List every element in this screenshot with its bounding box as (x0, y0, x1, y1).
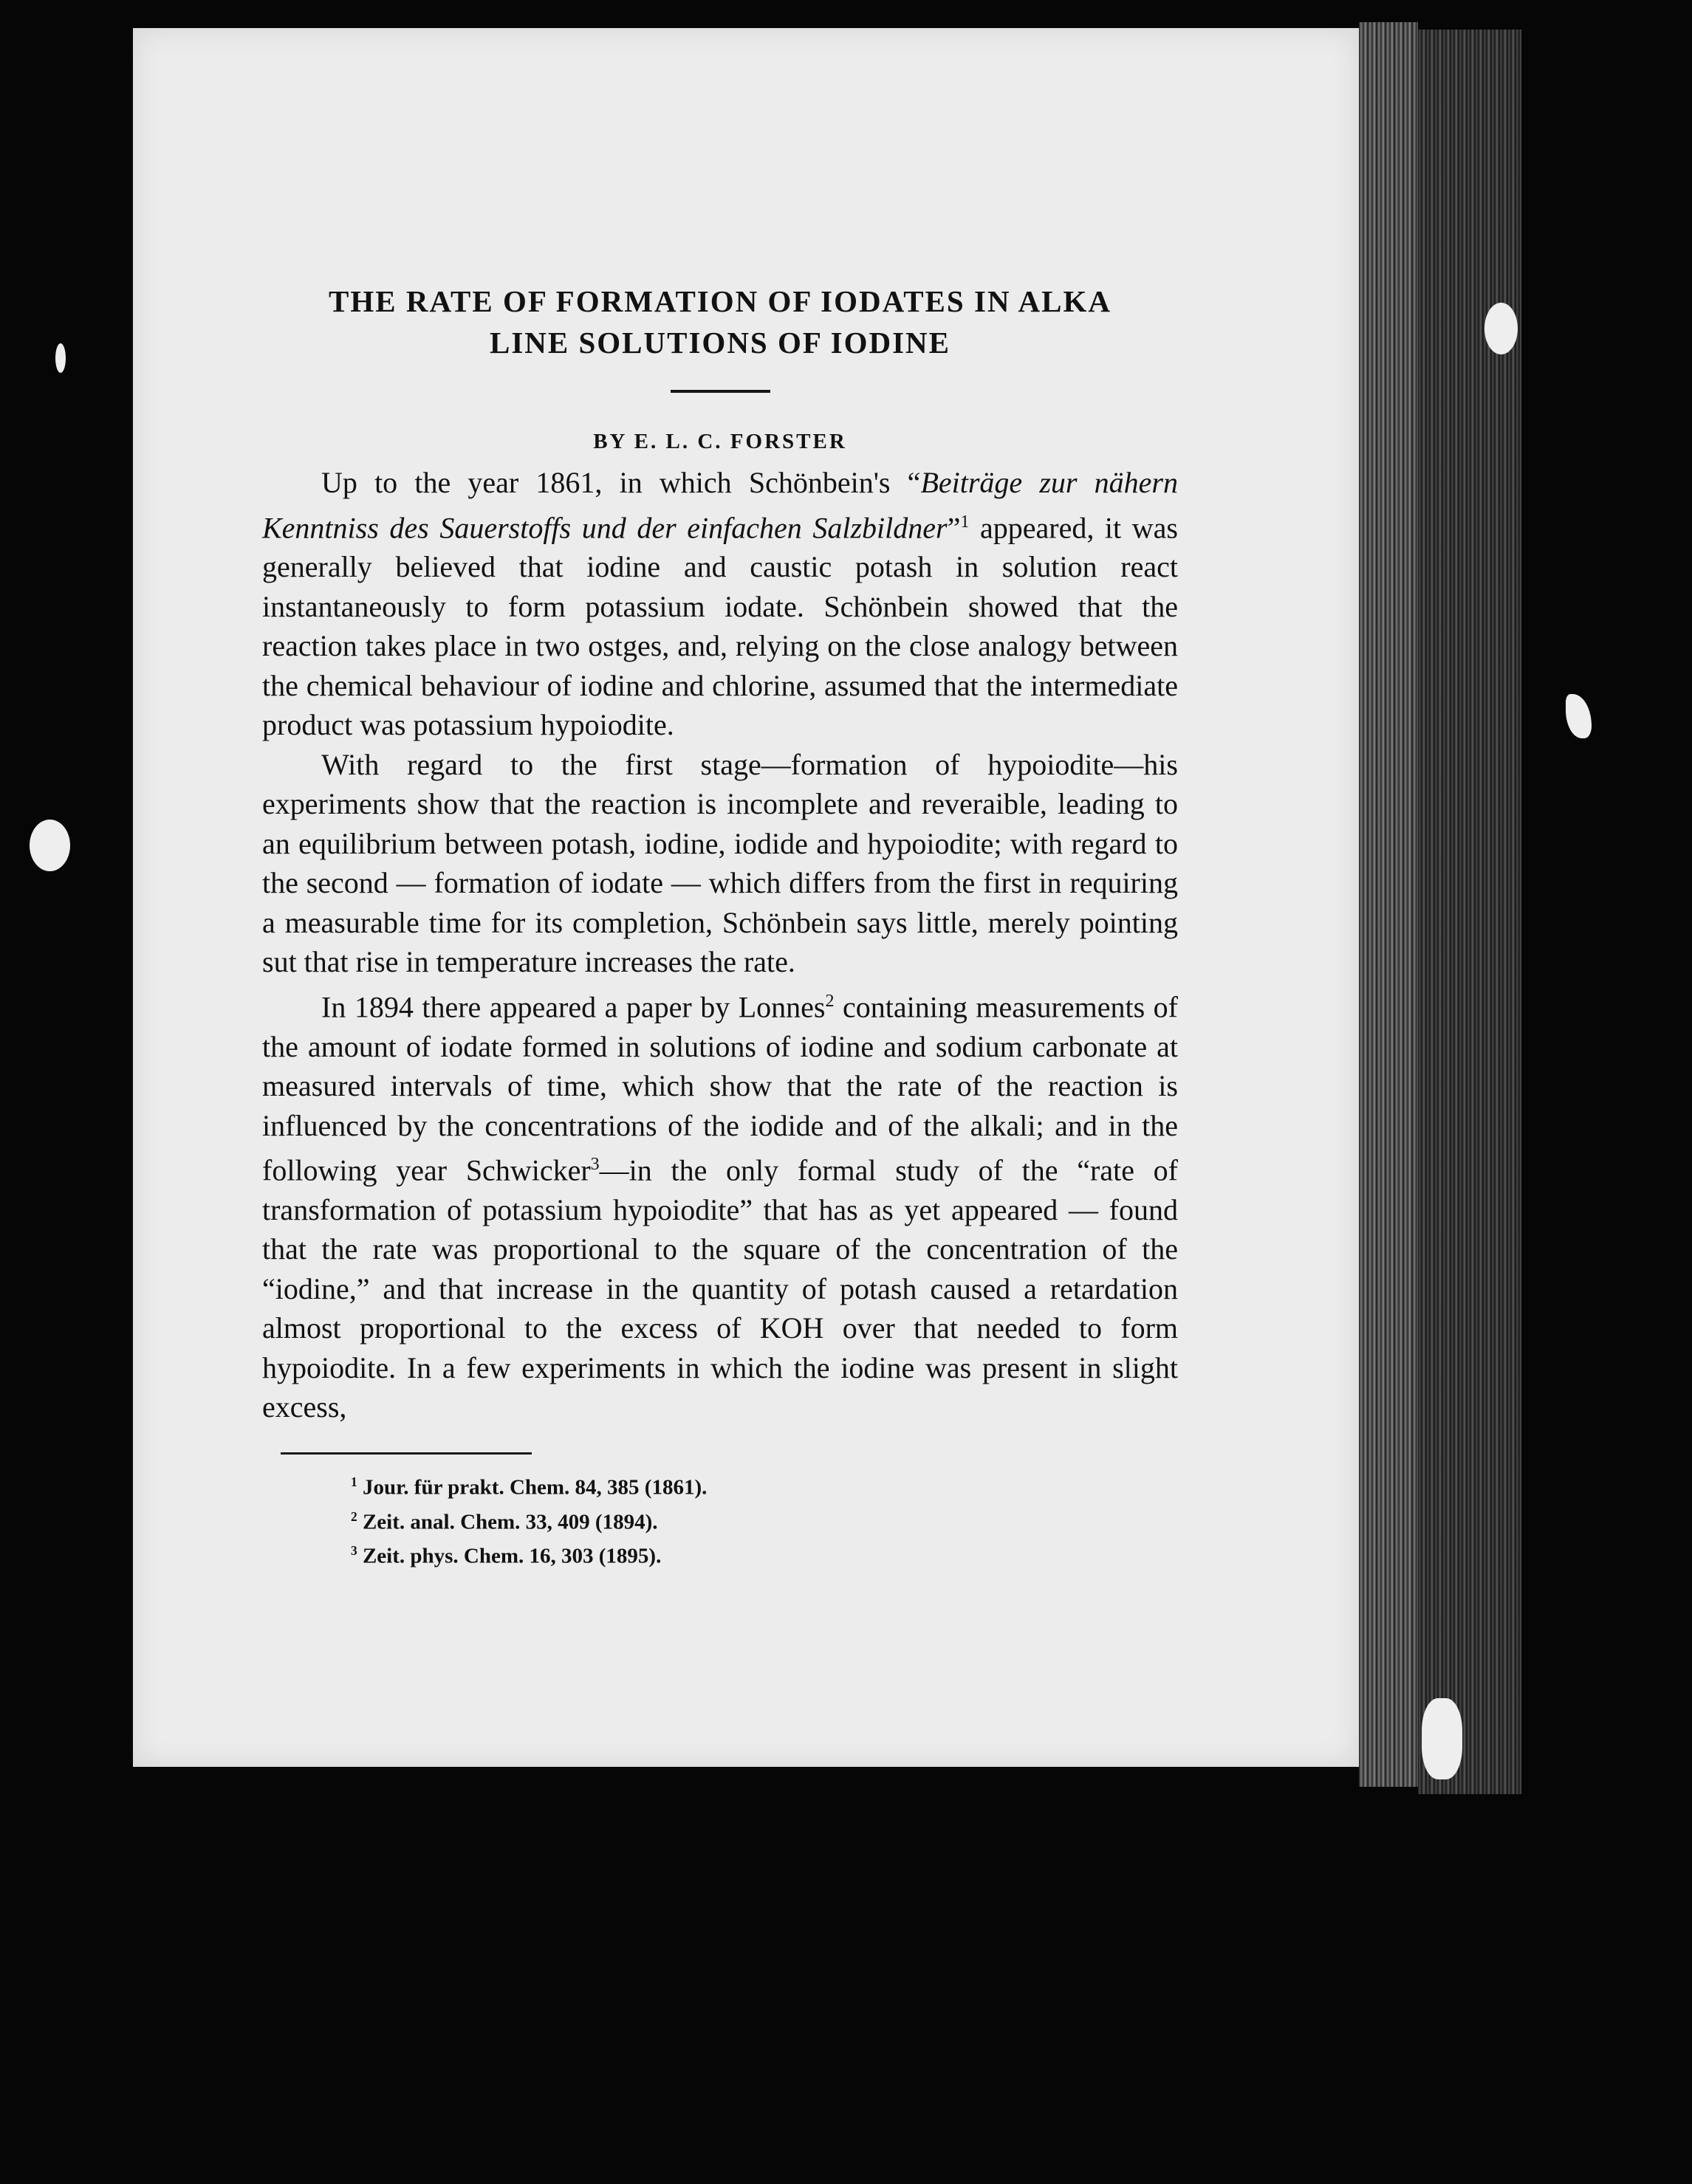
footnote-3 (351, 1536, 1178, 1571)
footnote-text-3: Zeit. phys. Chem. 16, 303 (1895). (357, 1544, 662, 1568)
title-rule (671, 390, 770, 393)
footnote-2 (351, 1503, 1178, 1537)
p1-close-quote: ” (947, 510, 961, 544)
footnote-rule (281, 1452, 532, 1455)
dust-speck (55, 343, 66, 373)
byline: BY E. L. C. FORSTER (593, 430, 847, 453)
footnote-ref-3: 3 (590, 1155, 600, 1175)
footnote-ref-2: 2 (825, 991, 835, 1011)
book-page-edges (1359, 22, 1418, 1787)
p1-start: Up to the year 1861, in which Schönbein's “ (321, 466, 921, 499)
paragraph-1 (262, 463, 1178, 745)
footnote-1 (351, 1468, 1178, 1503)
paragraph-2: With regard to the first stage—formation of hypoiodite—his experiments show that the reaction is incomplete and reveraible, leading to an equilibrium between potash, iodine, iodide and hypoiodite; with regard to the second — formation of iodate — which differs from the first in requiring a measurable time for its completion, Schönbein says little, merely pointing sut that rise in temperature increases the rate. (262, 747, 1178, 979)
p1-italic-title: Beiträge zur nähern Kenntniss des Sauerstoffs und der einfachen Salzbildner (262, 466, 1178, 544)
dust-speck (1484, 303, 1518, 354)
paragraph-3 (262, 982, 1178, 1427)
dust-speck (30, 820, 70, 871)
footnote-text-2: Zeit. anal. Chem. 33, 409 (1894). (357, 1510, 658, 1534)
dust-speck (1422, 1698, 1462, 1779)
title-line-2: LINE SOLUTIONS OF IODINE (489, 326, 951, 360)
footnote-ref-1: 1 (960, 512, 970, 532)
book-page-edges-outer (1418, 30, 1521, 1794)
article-title (262, 281, 1178, 363)
p3-b: containing measurements of the amount of iodate formed in solutions of iodine and sodium carbonate at measured intervals of time, which show that the rate of the reaction is influenced by the concentrations of the iodide and of the alkali; and in the following year Schwicker (262, 990, 1178, 1187)
footnote-mark-3: 3 (351, 1543, 357, 1559)
dust-speck (1566, 694, 1592, 738)
footnote-mark-1: 1 (351, 1474, 357, 1489)
p1-end: appeared, it was generally believed that iodine and caustic potash in solution react instantaneously to form potassium iodate. Schönbein showed that the reaction takes place in two ostges, and, relying on the close analogy between the chemical behaviour of iodine and chlorine, assumed that the intermediate product was potassium hypoiodite. (262, 510, 1178, 742)
footnote-mark-2: 2 (351, 1508, 357, 1524)
title-line-1: THE RATE OF FORMATION OF IODATES IN ALKA (329, 284, 1112, 318)
p3-a: In 1894 there appeared a paper by Lonnes (321, 990, 826, 1024)
article (262, 281, 1178, 1571)
p3-c: —in the only formal study of the “rate of transformation of potassium hypoiodite” that has as yet appeared — found that the rate was proportional to the square of the concentration of the “iodine,” and that increase in the quantity of potash caused a retardation almost proportional to the excess of KOH over that needed to form hypoiodite. In a few experiments in which the iodine was present in slight excess, (262, 1153, 1178, 1424)
footnote-text-1: Jour. für prakt. Chem. 84, 385 (1861). (357, 1475, 708, 1500)
